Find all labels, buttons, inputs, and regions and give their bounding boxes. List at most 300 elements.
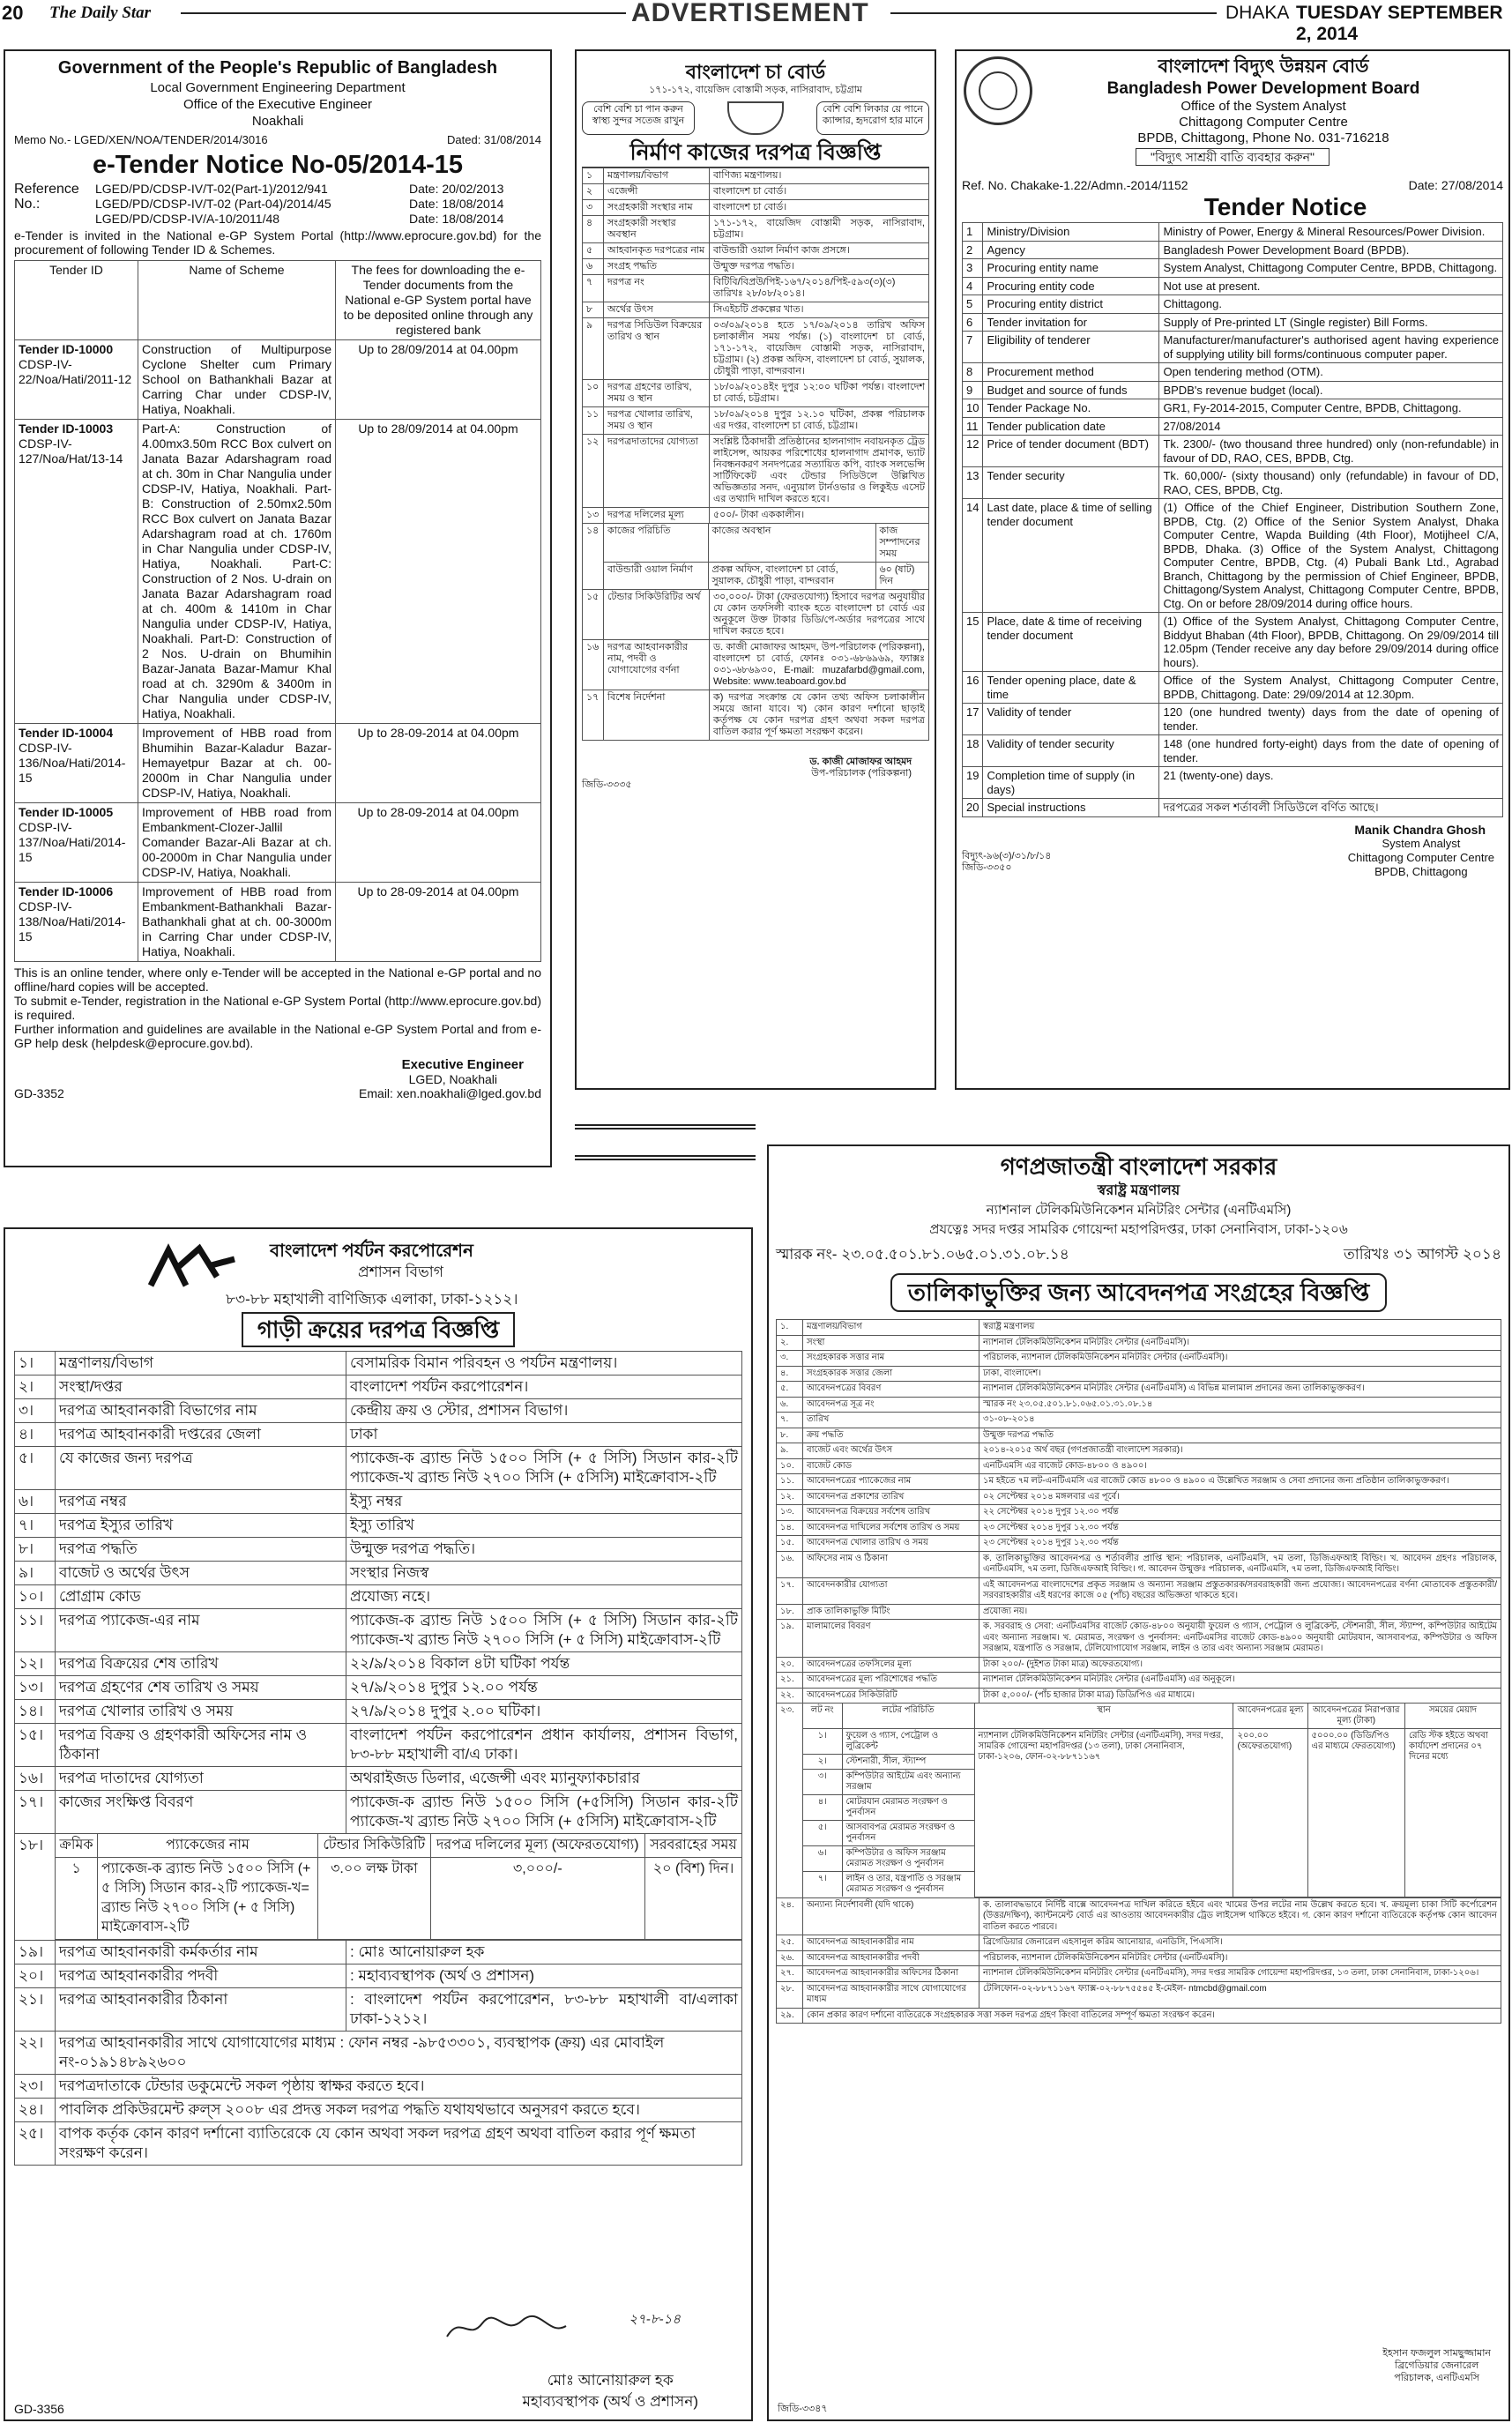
bpc-signer-title: মহাব্যবস্থাপক (অর্থ ও প্রশাসন): [522, 2393, 698, 2410]
table-row: [583, 168, 929, 184]
table-row: [15, 1964, 742, 1988]
row-text: দরপত্র আহবানকারীর সাথে যোগাযোগের মাধ্যম : ফোন নম্বর -৯৮৫৩৩০১, ব্যবস্থাপক (ক্রয়) এর মোবাইল নং-০১৯১৪৮৯২৬০০: [56, 2032, 742, 2075]
table-row: [15, 1609, 742, 1652]
bpdb-signer-name: Manik Chandra Ghosh: [1354, 822, 1486, 837]
ntmc-lot-header-cell: সময়ের মেয়াদ: [1405, 1704, 1501, 1729]
table-row: [963, 799, 1503, 817]
section-title: ADVERTISEMENT: [631, 0, 869, 27]
row-value: পরিচালক, ন্যাশনাল টেলিকমিউনিকেশন মনিটরিং সেন্টার (এনটিএমসি)।: [979, 1351, 1501, 1367]
row-no: ২৫.: [777, 1935, 803, 1951]
ntmc-lot-row: [777, 1704, 1501, 1898]
bpdb-title-en: Bangladesh Power Development Board: [1106, 79, 1420, 98]
lged-bottom: [14, 1086, 541, 1100]
bpc-table: [14, 1351, 742, 2166]
row-no: 5: [963, 295, 983, 314]
row-value: : মোঃ আনোয়ারুল হক: [346, 1941, 742, 1964]
lged-tender-id-cell: [15, 420, 138, 724]
row-no: 12: [963, 436, 983, 467]
row-value: 27/08/2014: [1159, 417, 1503, 436]
row-value: ২২ সেপ্টেম্বর ২০১৪ দুপুর ১২.৩০ পর্যন্ত: [979, 1505, 1501, 1521]
bpc-code: GD-3356: [14, 2402, 64, 2416]
ntmc-lot-no: ৫।: [803, 1821, 842, 1846]
lged-ref-row: [95, 182, 541, 197]
row-value: প্যাকেজ-ক ব্র্যান্ড নিউ ১৫০০ সিসি (+ ৫ সিসি) সিডান কার-২টি প্যাকেজ-খ ব্র্যান্ড নিউ ২৭০০ সিসি (+ ৫ সিসি) মাইক্রোবাস-২টি: [346, 1609, 742, 1652]
bpc-address: ৮৩-৮৮ মহাখালী বাণিজ্যিক এলাকা, ঢাকা-১২১২।: [226, 1291, 518, 1308]
lged-th-scheme: Name of Scheme: [138, 261, 336, 340]
bpc-pk-price: ৩,০০০/-: [430, 1858, 645, 1940]
row-key: আবেদনকারীর যোগ্যতা: [803, 1577, 979, 1604]
bpdb-ref: Ref. No. Chakake-1.22/Admn.-2014/1152: [962, 178, 1188, 192]
row-value: Ministry of Power, Energy & Mineral Resources/Power Division.: [1159, 223, 1503, 242]
bpc-pk-header-cell: দরপত্র দলিলের মূল্য (অফেরতযোগ্য): [430, 1834, 645, 1858]
lged-ref-label: Reference No.:: [14, 182, 79, 212]
row-no: ৮: [583, 302, 604, 318]
row-key: আবেদনপত্র আহবানকারীর অফিসের ঠিকানা: [803, 1966, 979, 1982]
bpc-row-18-no: ১৮।: [15, 1834, 56, 1941]
tea-work-location: প্রকল্প অফিস, বাংলাদেশ চা বোর্ড, সুয়ালক, চৌধুরী পাড়া, বান্দরবান: [708, 563, 875, 590]
row-text: পাবলিক প্রকিউরমেন্ট রুল্‌স ২০০৮ এর প্রদত্ত সকল দরপত্র পদ্ধতি যথাযথভাবে অনুসরণ করতে হবে।: [56, 2099, 742, 2122]
row-value: ২৩ সেপ্টেম্বর ২০১৪ দুপুর ১২.৩০ পর্যন্ত: [979, 1520, 1501, 1536]
row-key: যে কাজের জন্য দরপত্র: [56, 1447, 346, 1490]
row-key: অফিসের নাম ও ঠিকানা: [803, 1551, 979, 1577]
lged-footer-2: To submit e-Tender, registration in the National e-GP System Portal (http://www.eprocure.gov.bd) is required.: [14, 994, 541, 1022]
lged-fee: Up to 28/09/2014 at 04.00pm: [336, 420, 541, 724]
ntmc-lot-sec: ৫০০০.০০ (ডিডি/পিও এর মাধ্যমে ফেরতযোগ্য): [1307, 1729, 1404, 1897]
row-no: ২৯.: [777, 2008, 803, 2024]
lged-ref-row: [95, 197, 541, 212]
lged-ref-date: Date: 18/08/2014: [409, 197, 504, 211]
bpc-package-header: [56, 1834, 741, 1858]
tea-work-h1: কাজের পরিচিতি: [604, 524, 708, 563]
row-key: Eligibility of tenderer: [983, 332, 1159, 363]
bpc-pk-header-cell: ক্রমিক: [56, 1834, 98, 1858]
row-no: ৪.: [777, 1366, 803, 1382]
row-key: সংগ্রহকারক সত্তার জেলা: [803, 1366, 979, 1382]
row-value: উন্মুক্ত দরপত্র পদ্ধতি।: [346, 1538, 742, 1562]
row-no: ২৭.: [777, 1966, 803, 1982]
bpc-pk-header-cell: প্যাকেজের নাম: [98, 1834, 318, 1858]
bpdb-signer-title: System Analyst: [1382, 836, 1461, 850]
tea-address: ১৭১-১৭২, বায়েজিদ বোস্তামী সড়ক, নাসিরাবাদ, চট্টগ্রাম: [649, 85, 862, 95]
ntmc-signer-name: ইহসান ফজলুল সামছুজ্জামান: [1382, 2348, 1491, 2359]
row-key: মন্ত্রণালয়/বিভাগ: [803, 1320, 979, 1336]
table-row: [583, 216, 929, 243]
table-row: [15, 1676, 742, 1700]
bpdb-date: Date: 27/08/2014: [1408, 178, 1503, 192]
row-no: ১৭: [583, 690, 604, 741]
row-key: দরপত্র গ্রহণের তারিখ, সময় ও স্থান: [604, 380, 710, 407]
row-value: টাকা ৫,০০০/- (পাঁচ হাজার টাকা মাত্র) ডিডি/পিও এর মাধ্যমে।: [979, 1688, 1501, 1704]
lged-dept: Local Government Engineering Department: [150, 80, 406, 95]
row-value: প্যাকেজ-ক ব্র্যান্ড নিউ ১৫০০ সিসি (+ ৫ সিসি) সিডান কার-২টি প্যাকেজ-খ ব্র্যান্ড নিউ ২৭০০ সিসি (+ ৫সিসি) মাইক্রোবাস-২টি: [346, 1447, 742, 1490]
table-row: [777, 1657, 1501, 1673]
row-no: ২১.: [777, 1673, 803, 1689]
lged-th-id: Tender ID: [15, 261, 138, 340]
table-row: [963, 767, 1503, 799]
row-no: 11: [963, 417, 983, 436]
table-row: [15, 1514, 742, 1538]
bpdb-signer-place: BPDB, Chittagong: [1374, 864, 1468, 878]
ntmc-centre: ন্যাশনাল টেলিকমিউনিকেশন মনিটরিং সেন্টার (এনটিএমসি): [986, 1203, 1292, 1218]
table-row: [777, 1351, 1501, 1367]
row-value: ২০১৪-২০১৫ অর্থ বছর (গণপ্রজাতন্ত্রী বাংলাদেশ সরকার)।: [979, 1443, 1501, 1459]
row-value: সংশ্লিষ্ট ঠিকাদারী প্রতিষ্ঠানের হালনাগাদ নবায়নকৃত ট্রেড লাইসেন্স, আয়কর পরিশোধের হালনাগাদ প্রমাণক, ভ্যাট নিবন্ধনকরণ সনদপত্রের সত্যায়িত কপি, ব্যাংক সলভেন্সি সার্টিফিকেট এবং টেন্ডার সিডিউলে উল্লিখিত অভিজ্ঞতার সনদ, এন্যুয়াল টার্নওভার ও লিকুইড এসেট এর তথ্যাদি দাখিল করতে হবে।: [710, 435, 929, 508]
row-no: ১৩: [583, 508, 604, 524]
row-value: System Analyst, Chittagong Computer Centre, BPDB, Chittagong.: [1159, 259, 1503, 278]
row-key: মন্ত্রণালয়/বিভাগ: [56, 1352, 346, 1376]
lged-ref-no: LGED/PD/CDSP-IV/A-10/2011/48: [95, 212, 280, 226]
lged-memo-row: [14, 133, 541, 146]
bpdb-table: [962, 222, 1503, 817]
row-no: 8: [963, 363, 983, 382]
row-value: (1) Office of the Chief Engineer, Distribution Southern Zone, BPDB, Ctg. (2) Office of the Senior System Analyst, Dhaka Computer Centre, Wapda Building (4th Floor), Motijheel C/A, BPDB, Dhaka. (3) Office of the System Analyst, Chittagong Computer Centre, BPDB, Ctg. (4) Pubali Bank Ltd., Agrabad Branch, Chittagong by the permission of Chief Engineer, BPDB, Chittagong/System Analyst, Chittagong Computer Centre, BPDB, Ctg. On or before 28/09/2014 during office hours.: [1159, 499, 1503, 613]
table-row: [777, 1981, 1501, 2008]
row-no: ৬.: [777, 1397, 803, 1413]
row-no: ১৬: [583, 640, 604, 690]
ntmc-lot-name: লাইন ও তার, যন্ত্রপাতি ও সরঞ্জাম মেরামত সংরক্ষণ ও পুনর্বাসন: [842, 1872, 974, 1897]
row-key: দরপত্র সিডিউল বিক্রয়ের তারিখ ও স্থান: [604, 318, 710, 380]
row-no: 17: [963, 704, 983, 735]
ntmc-lot-name: ফুয়েল ও গ্যাস, পেট্রোল ও লুব্রিকেন্ট: [842, 1729, 974, 1755]
row-key: দরপত্র আহবানকারী বিভাগের নাম: [56, 1399, 346, 1423]
row-value: উন্মুক্ত দরপত্র পদ্ধতি।: [710, 259, 929, 275]
row-value: অথরাইজড ডিলার, এজেন্সী এবং ম্যানুফ্যাকচারার: [346, 1767, 742, 1791]
lged-intro: e-Tender is invited in the National e-GP System Portal (http://www.eprocure.gov.bd) for the procurement of following Tender ID & Schemes.: [14, 228, 541, 257]
table-row: [777, 1335, 1501, 1351]
row-value: ব্রিগেডিয়ার জেনারেল এহসানুল করিম আনোয়ার, এনডিসি, পিএসসি।: [979, 1935, 1501, 1951]
row-value: Tk. 60,000/- (sixty thousand) only (refundable) in favour of DD, RAO, CES, BPDB, Ctg.: [1159, 467, 1503, 499]
row-value: Supply of Pre-printed LT (Single register) Bill Forms.: [1159, 313, 1503, 332]
row-value: 148 (one hundred forty-eight) days from the date of opening of tender.: [1159, 735, 1503, 767]
row-value: GR1, Fy-2014-2015, Computer Centre, BPDB, Chittagong.: [1159, 399, 1503, 418]
row-value: ২৩ সেপ্টেম্বর ২০১৪ দুপুর ১২.৩০ পর্যন্ত: [979, 1536, 1501, 1552]
row-value: BPDB's revenue budget (local).: [1159, 381, 1503, 399]
bpdb-logo-icon: [964, 56, 1032, 125]
lged-memo: Memo No.- LGED/XEN/NOA/TENDER/2014/3016: [14, 133, 268, 146]
bpdb-title: Tender Notice: [1203, 193, 1367, 220]
row-key: দরপত্র ইস্যুর তারিখ: [56, 1514, 346, 1538]
row-value: ০২ সেপ্টেম্বর ২০১৪ মঙ্গলবার এর পূর্বে।: [979, 1489, 1501, 1505]
row-key: দরপত্র খোলার তারিখ ও সময়: [56, 1700, 346, 1724]
lged-scheme: Construction of Multipurpose Cyclone Shelter cum Primary School on Bathankhali Bazar at Carring Char under CDSP-IV, Hatiya, Noakhali.: [138, 340, 336, 420]
table-row: [777, 1474, 1501, 1490]
table-row: [777, 1551, 1501, 1577]
row-key: মন্ত্রণালয়/বিভাগ: [604, 168, 710, 184]
row-no: ১০.: [777, 1458, 803, 1474]
tea-signer-title: উপ-পরিচালক (পরিকল্পনা): [811, 768, 912, 779]
row-value: 21 (twenty-one) days.: [1159, 767, 1503, 799]
row-no: ৬: [583, 259, 604, 275]
table-row: [15, 1988, 742, 2032]
row-key: Procuring entity code: [983, 277, 1159, 295]
table-row: [963, 381, 1503, 399]
row-key: Procurement method: [983, 363, 1159, 382]
row-no: ১৫।: [15, 1724, 56, 1767]
lged-gd-code: GD-3352: [14, 1086, 64, 1100]
row-key: তারিখ: [803, 1413, 979, 1428]
ntmc-lot-no: ৪।: [803, 1795, 842, 1821]
row-value: Chittagong.: [1159, 295, 1503, 314]
row-value: ২২/৯/২০১৪ বিকাল ৪টা ঘটিকা পর্যন্ত: [346, 1652, 742, 1676]
row-no: ৭: [583, 275, 604, 302]
row-no: ৯।: [15, 1562, 56, 1585]
bpdb-signer-office: Chittagong Computer Centre: [1347, 850, 1494, 864]
ntmc-lot-no: ৩।: [803, 1770, 842, 1795]
lged-district: Noakhali: [251, 114, 304, 129]
lged-ref-date: Date: 18/08/2014: [409, 212, 504, 226]
table-row: [583, 640, 929, 690]
row-no: ২৬.: [777, 1950, 803, 1966]
bpc-pk-no: ১: [56, 1858, 98, 1940]
table-row: [583, 275, 929, 302]
ntmc-table: [776, 1319, 1501, 2024]
lged-fee: Up to 28-09-2014 at 04.00pm: [336, 883, 541, 962]
row-no: ১৪.: [777, 1520, 803, 1536]
table-row: [777, 1577, 1501, 1604]
bpdb-office-2: Chittagong Computer Centre: [1179, 115, 1348, 130]
row-no: 6: [963, 313, 983, 332]
row-no: ৩।: [15, 1399, 56, 1423]
row-key: প্রাক তালিকাভুক্তি মিটিং: [803, 1604, 979, 1620]
row-key: সংস্থা/দপ্তর: [56, 1376, 346, 1399]
row-value: 120 (one hundred twenty) days from the date of opening of tender.: [1159, 704, 1503, 735]
table-row: [777, 1688, 1501, 1704]
table-row: [963, 259, 1503, 278]
row-no: ২০.: [777, 1657, 803, 1673]
table-row: [963, 467, 1503, 499]
row-value: ড. কাজী মোজাফর আহমদ, উপ-পরিচালক (পরিকল্পনা), বাংলাদেশ চা বোর্ড, ফোনঃ ০৩১-৬৮৬৯৬৯, ফ্যাক্সঃ ০৩১-৬৮৬৯৩০, E-mail: muzafarbd@gmail.com, Website: www.teaboard.gov.bd: [710, 640, 929, 690]
lged-ref-no: LGED/PD/CDSP-IV/T-02(Part-1)/2012/941: [95, 182, 328, 196]
ntmc-lot-header-cell: লট নং: [803, 1704, 842, 1729]
row-no: 3: [963, 259, 983, 278]
ntmc-code: জিডি-৩৩৪৭: [778, 2404, 828, 2414]
table-row: [963, 295, 1503, 314]
table-row: [15, 340, 541, 420]
table-row: [15, 1562, 742, 1585]
table-row: [15, 1652, 742, 1676]
row-no: 16: [963, 672, 983, 704]
lged-fee: Up to 28-09-2014 at 04.00pm: [336, 724, 541, 803]
ntmc-lot-no: ৬।: [803, 1846, 842, 1872]
paper-name: The Daily Star: [49, 4, 152, 22]
ntmc-lot-no: ৭।: [803, 1872, 842, 1897]
table-row: [963, 223, 1503, 242]
row-no: ৬।: [15, 1490, 56, 1514]
row-no: ১২।: [15, 1652, 56, 1676]
row-value: Office of the System Analyst, Chittagong Computer Centre, BPDB, Chittagong. Date: 29/09/2014 at 12.30pm.: [1159, 672, 1503, 704]
table-row: [777, 1520, 1501, 1536]
row-value: বেসামরিক বিমান পরিবহন ও পর্যটন মন্ত্রণালয়।: [346, 1352, 742, 1376]
dateline-city: DHAKA: [1225, 3, 1290, 23]
row-text: বাপক কর্তৃক কোন কারণ দর্শানো ব্যাতিরেকে যে কোন অথবা সকল দরপত্র গ্রহণ অথবা বাতিল করার পূর্ণ ক্ষমতা সংরক্ষণ করেন।: [56, 2122, 742, 2166]
row-key: Place, date & time of receiving tender document: [983, 613, 1159, 672]
table-row: [777, 1428, 1501, 1443]
table-row: [15, 1767, 742, 1791]
table-row: [777, 1413, 1501, 1428]
table-row: [15, 1352, 742, 1376]
table-row: [963, 399, 1503, 418]
row-key: দরপত্র খোলার তারিখ, সময় ও স্থান: [604, 407, 710, 435]
row-value: ঢাকা, বাংলাদেশ।: [979, 1366, 1501, 1382]
row-key: আহবানকৃত দরপত্রের নাম: [604, 243, 710, 259]
tea-work-h3: কাজ সম্পাদনের সময়: [875, 524, 928, 563]
bpdb-notice: [955, 49, 1510, 1090]
row-no: 18: [963, 735, 983, 767]
bpdb-title-bn: বাংলাদেশ বিদ্যুৎ উন্নয়ন বোর্ড: [1158, 56, 1369, 77]
row-no: ১৩।: [15, 1676, 56, 1700]
lged-email: Email: xen.noakhali@lged.gov.bd: [359, 1086, 541, 1100]
row-no: ১৬।: [15, 1767, 56, 1791]
row-key: সংগ্রহ পদ্ধতি: [604, 259, 710, 275]
table-row: [777, 1505, 1501, 1521]
ntmc-date: তারিখঃ ৩১ আগস্ট ২০১৪: [1344, 1246, 1501, 1263]
row-key: সংগ্রহকারী সংস্থার অবস্থান: [604, 216, 710, 243]
table-row: [583, 508, 929, 524]
bpc-package-data: [56, 1858, 741, 1940]
ntmc-memo: স্মারক নং- ২৩.০৫.৫০১.৮১.০৬৫.০১.৩১.০৮.১৪: [776, 1246, 1069, 1263]
row-no: ৫।: [15, 1447, 56, 1490]
tea-logo-icon: [741, 55, 772, 81]
table-row: [963, 241, 1503, 259]
row-no: ৪।: [15, 1423, 56, 1447]
row-key: আবেদনপত্র আহবানকারীর সাথে যোগাযোগের মাধ্যম: [803, 1981, 979, 2008]
lged-scheme: Improvement of HBB road from Embankment-Clozer-Jallil Comander Bazar-Ali Bazar at ch. 00-2000m in Char Nangulia under CDSP-IV, Hatiya, Noakhali.: [138, 803, 336, 883]
row-key: Special instructions: [983, 799, 1159, 817]
row-key: Tender opening place, date & time: [983, 672, 1159, 704]
ntmc-gov: গণপ্রজাতন্ত্রী বাংলাদেশ সরকার: [1000, 1153, 1277, 1180]
row-no: ১৭।: [15, 1791, 56, 1834]
table-row: [583, 407, 929, 435]
lged-fee: Up to 28/09/2014 at 04.00pm: [336, 340, 541, 420]
row-value: ১৭১-১৭২, বায়েজিদ বোস্তামী সড়ক, নাসিরাবাদ, চট্টগ্রাম।: [710, 216, 929, 243]
row-value: উন্মুক্ত দরপত্র পদ্ধতি: [979, 1428, 1501, 1443]
ntmc-lot-header: [803, 1704, 1501, 1729]
row-key: Validity of tender: [983, 704, 1159, 735]
lged-tender-sub: CDSP-IV-136/Noa/Hati/2014-15: [19, 741, 126, 785]
bpc-package-row: [15, 1834, 742, 1941]
lged-tender-id: Tender ID-10000: [19, 342, 114, 356]
row-key: কাজের সংক্ষিপ্ত বিবরণ: [56, 1791, 346, 1834]
bpc-pk-header-cell: টেন্ডার সিকিউরিটি: [318, 1834, 431, 1858]
row-no: ৭.: [777, 1413, 803, 1428]
row-no: 1: [963, 223, 983, 242]
table-row: [15, 420, 541, 724]
row-value: প্রযোজ্য নহে।: [346, 1585, 742, 1609]
row-no: ১৯.: [777, 1620, 803, 1658]
lged-ref-no: LGED/PD/CDSP-IV/T-02 (Part-04)/2014/45: [95, 197, 331, 211]
row-key: দরপত্র আহবানকারী কর্মকর্তার নাম: [56, 1941, 346, 1964]
row-key: আবেদনপত্রের সিকিউরিটি: [803, 1688, 979, 1704]
row-value: প্যাকেজ-ক ব্র্যান্ড নিউ ১৫০০ সিসি (+৫সিসি) সিডান কার-২টি প্যাকেজ-খ ব্র্যান্ড নিউ ২৭০০ সিসি (+ ৫সিসি) মাইক্রোবাস-২টি: [346, 1791, 742, 1834]
table-row: [583, 200, 929, 216]
bpdb-ref-row: [962, 178, 1503, 192]
table-row: [963, 704, 1503, 735]
row-no: 2: [963, 241, 983, 259]
bpc-pk-security: ৩.০০ লক্ষ টাকা: [318, 1858, 431, 1940]
lged-title: e-Tender Notice No-05/2014-15: [92, 151, 464, 179]
tea-notice-title: নির্মাণ কাজের দরপত্র বিজ্ঞপ্তি: [582, 138, 929, 168]
row-no: ২: [583, 184, 604, 200]
row-key: আবেদনপত্রের তফসিলের মূল্য: [803, 1657, 979, 1673]
table-row: [777, 1366, 1501, 1382]
table-row: [583, 590, 929, 640]
lged-scheme: Improvement of HBB road from Bhumihin Bazar-Kaladur Bazar-Hemayetpur Bazar at ch. 00-2000m in Char Nangulia under CDSP-IV, Hatiya, Noakhali.: [138, 724, 336, 803]
row-value: সংস্থার নিজস্ব: [346, 1562, 742, 1585]
row-key: মালামালের বিবরণ: [803, 1620, 979, 1658]
row-key: দরপত্র নম্বর: [56, 1490, 346, 1514]
bpc-notice: [4, 1227, 753, 2421]
row-text: কোন প্রকার কারণ দর্শানো ব্যতিরেকে সংগ্রহকারক সত্তা সকল দরপত্র গ্রহণ কিংবা বাতিলের সম্পূর্ণ ক্ষমতা সংরক্ষণ করেন।: [803, 2008, 1501, 2024]
row-key: আবেদনপত্রের প্যাকেজের নাম: [803, 1474, 979, 1490]
row-value: টেলিফোন-০২-৮৮৭১১৬৭ ফ্যাক্স-০২-৮৮৭৫৫৪৫ ই-মেইল- ntmcbd@gmail.com: [979, 1981, 1501, 2008]
bpdb-office-1: Office of the System Analyst: [1181, 99, 1346, 114]
bpc-pk-time: ২০ (বিশ) দিন।: [645, 1858, 741, 1940]
table-row: [15, 803, 541, 883]
table-row: [777, 1950, 1501, 1966]
row-value: বাংলাদেশ পর্যটন করপোরেশন প্রধান কার্যালয়, প্রশাসন বিভাগ, ৮৩-৮৮ মহাখালী বা/এ ঢাকা।: [346, 1724, 742, 1767]
row-no: ৮।: [15, 1538, 56, 1562]
row-value: Bangladesh Power Development Board (BPDB).: [1159, 241, 1503, 259]
row-no: 13: [963, 467, 983, 499]
ntmc-title: তালিকাভুক্তির জন্য আবেদনপত্র সংগ্রহের বিজ্ঞপ্তি: [890, 1273, 1388, 1312]
table-row: [583, 184, 929, 200]
row-no: ১৬.: [777, 1551, 803, 1577]
lged-table: [14, 260, 541, 962]
row-value: প্রযোজ্য নয়।: [979, 1604, 1501, 1620]
row-key: দরপত্র পদ্ধতি: [56, 1538, 346, 1562]
row-value: Open tendering method (OTM).: [1159, 363, 1503, 382]
row-key: Price of tender document (BDT): [983, 436, 1159, 467]
tea-work-time: ৬০ (ষাট) দিন: [875, 563, 928, 590]
row-key: দরপত্র বিক্রয় ও গ্রহণকারী অফিসের নাম ও ঠিকানা: [56, 1724, 346, 1767]
table-row: [777, 1673, 1501, 1689]
ntmc-lot-header-cell: স্থান: [974, 1704, 1233, 1729]
row-key: বিশেষ নির্দেশনা: [604, 690, 710, 741]
row-key: দরপত্র বিক্রয়ের শেষ তারিখ: [56, 1652, 346, 1676]
row-key: বাজেট কোড: [803, 1458, 979, 1474]
row-value: বিটিবি/বিপ্রউ/পিই-১৬৭/২০১৪/পিই-৫৯৩(৩)(৩) তারিখঃ ২৮/০৮/২০১৪।: [710, 275, 929, 302]
ntmc-ministry: স্বরাষ্ট্র মন্ত্রণালয়: [1097, 1183, 1181, 1198]
row-key: সংগ্রহকারক সত্তার নাম: [803, 1351, 979, 1367]
row-no: ১০।: [15, 1585, 56, 1609]
lged-footer-1: This is an online tender, where only e-Tender will be accepted in the National e-GP portal and no offline/hard copies will be accepted.: [14, 965, 541, 994]
row-key: সংগ্রহকারী সংস্থার নাম: [604, 200, 710, 216]
lged-tender-id: Tender ID-10003: [19, 421, 114, 436]
row-value: ৩১-০৮-২০১৪: [979, 1413, 1501, 1428]
masthead: [0, 0, 1512, 44]
row-value: বাংলাদেশ চা বোর্ড।: [710, 200, 929, 216]
ntmc-address: প্রযত্নেঃ সদর দপ্তর সামরিক গোয়েন্দা মহাপরিদপ্তর, ঢাকা সেনানিবাস, ঢাকা-১২০৬: [929, 1222, 1348, 1237]
row-no: ৫.: [777, 1382, 803, 1398]
table-row: [777, 1604, 1501, 1620]
row-key: Tender publication date: [983, 417, 1159, 436]
row-value: ক) দরপত্র সংক্রান্ত যে কোন তথ্য অফিস চলাকালীন সময়ে জানা যাবে। খ) কোন কারণ দর্শানো ছাড়াই কর্তৃপক্ষ যে কোন দরপত্র গ্রহণ অথবা সকল দরপত্র বাতিল করার পূর্ণ ক্ষমতা সংরক্ষণ করেন।: [710, 690, 929, 741]
lged-tender-sub: CDSP-IV-137/Noa/Hati/2014-15: [19, 820, 126, 864]
ntmc-signer-rank: ব্রিগেডিয়ার জেনারেল: [1394, 2360, 1479, 2371]
ntmc-lot-no: ১।: [803, 1729, 842, 1755]
lged-signer-org: LGED, Noakhali: [408, 1072, 497, 1086]
row-key: টেন্ডার সিকিউরিটির অর্থ: [604, 590, 710, 640]
row-no: 15: [963, 613, 983, 672]
table-row: [963, 499, 1503, 613]
tea-work-row: ১৪ কাজের পরিচিতি কাজের অবস্থান কাজ সম্পাদনের সময় বাউন্ডারী ওয়াল নির্মাণ প্রকল্প অফিস, বাংলাদেশ চা বোর্ড, সুয়ালক, চৌধুরী পাড়া, বান্দরবান ৬০ (ষাট) দিন: [583, 524, 929, 590]
row-key: Budget and source of funds: [983, 381, 1159, 399]
table-row: [777, 1536, 1501, 1552]
row-value: : বাংলাদেশ পর্যটন করপোরেশন, ৮৩-৮৮ মহাখালী বা/এলাকা ঢাকা-১২১২।: [346, 1988, 742, 2032]
row-value: কেন্দ্রীয় ক্রয় ও স্টোর, প্রশাসন বিভাগ।: [346, 1399, 742, 1423]
table-row: [963, 363, 1503, 382]
table-row: [583, 435, 929, 508]
